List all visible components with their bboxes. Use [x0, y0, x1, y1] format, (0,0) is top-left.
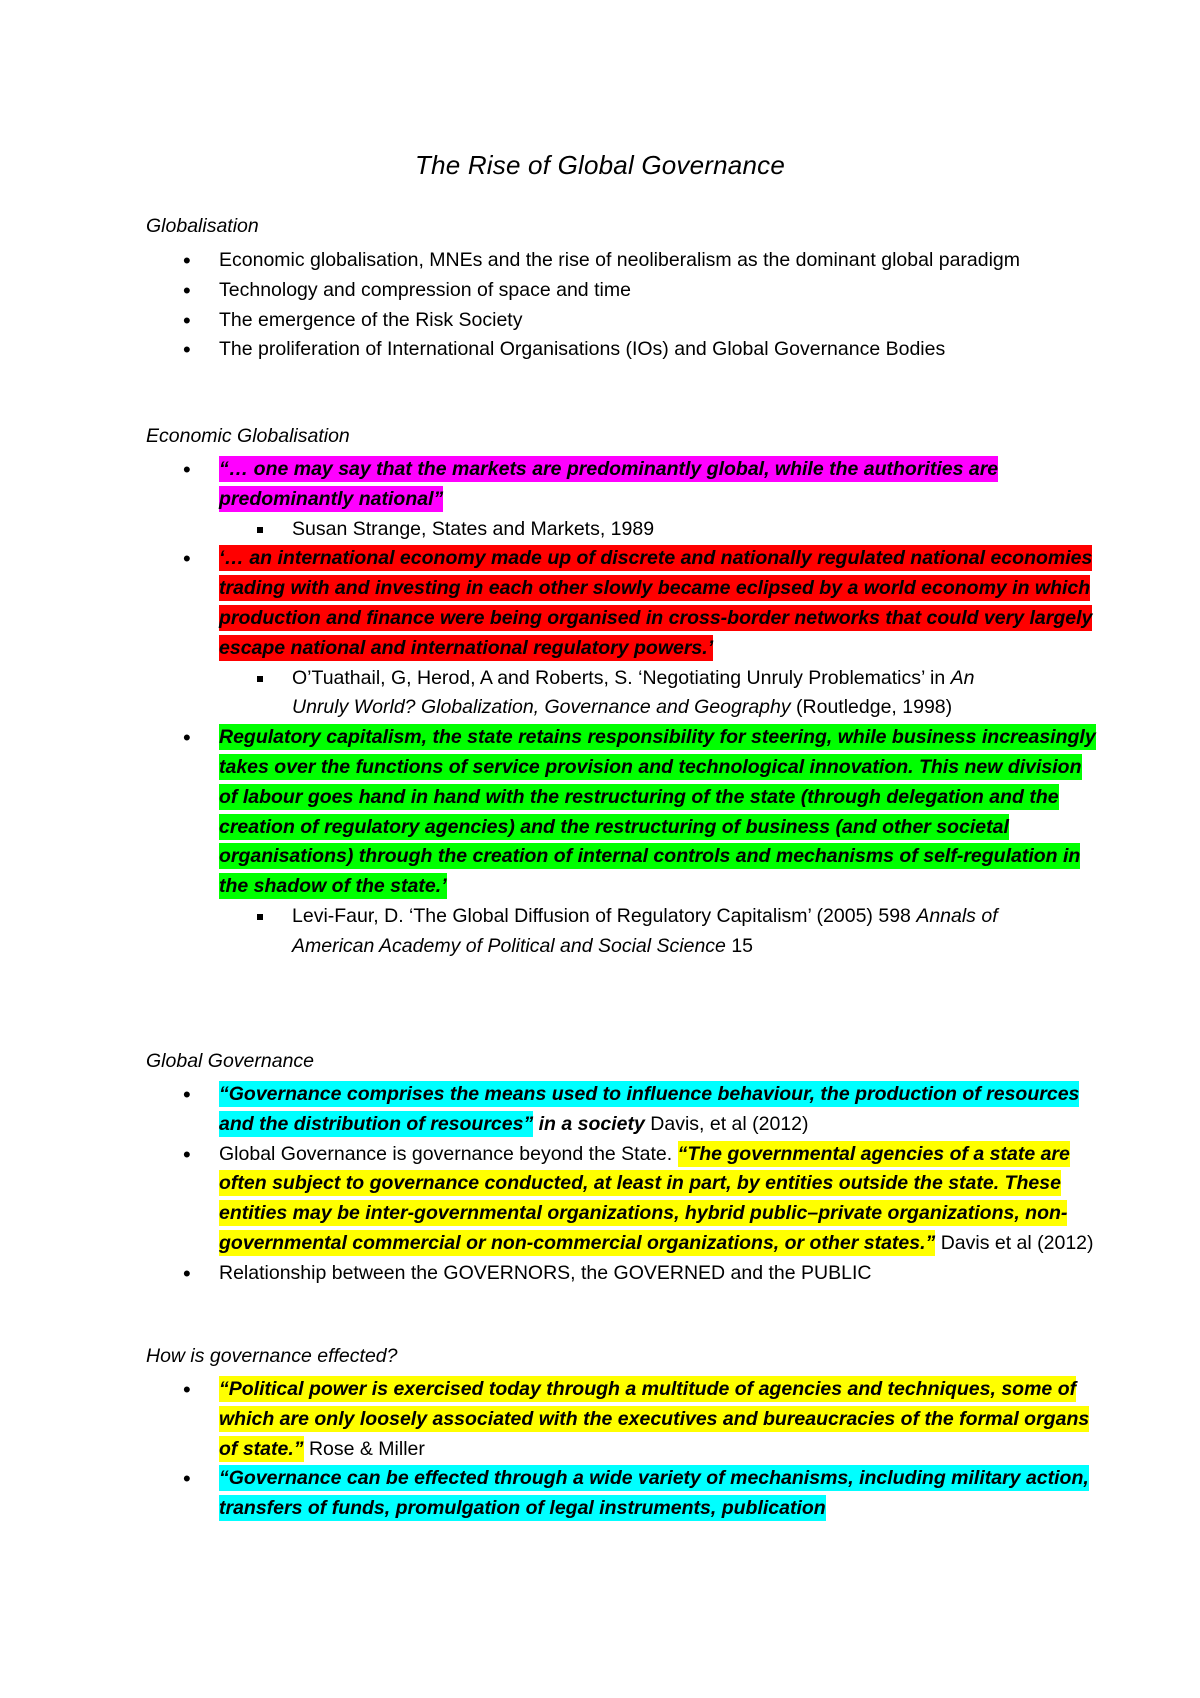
list-item [0, 455, 1099, 544]
citation: Susan Strange, States and Markets, 1989 [219, 515, 1032, 545]
global-governance-list [0, 1080, 1099, 1289]
globalisation-list [0, 246, 1099, 365]
list-item: • Economic globalisation, MNEs and the rise of neoliberalism as the dominant global paradigm [0, 246, 1099, 276]
list-item: • Global Governance is governance beyond the State. “The governmental agencies of a state are often subject to governance conducted, at least in part, by entities outside the state. These entities may be inter-governmental organizations, hybrid public–private organizations, non-governmental commercial or non-commercial organizations, or other states.” Davis et al (2012) [0, 1140, 1099, 1259]
list-item: • Technology and compression of space and time [0, 276, 1099, 306]
list-item: • The proliferation of International Organisations (IOs) and Global Governance Bodies [0, 335, 1099, 365]
list-item: • “Governance comprises the means used to influence behaviour, the production of resources and the distribution of resources” in a society Davis, et al (2012) [0, 1080, 1099, 1140]
heading-globalisation: Globalisation [146, 215, 259, 237]
citation: O’Tuathail, G, Herod, A and Roberts, S. ‘Negotiating Unruly Problematics’ in An Unruly World? Globalization, Governance and Geography (Routledge, 1998) [219, 664, 1032, 724]
page-title: The Rise of Global Governance [415, 150, 785, 180]
citation-list [219, 515, 1099, 545]
list-item [0, 544, 1099, 723]
highlighted-quote: “Political power is exercised today through a multitude of agencies and techniques, some of which are only loosely associated with the executives and bureaucracies of the formal organs of state.” [219, 1378, 1090, 1460]
highlighted-quote: Regulatory capitalism, the state retains responsibility for steering, while business increasingly takes over the functions of service provision and technological innovation. This new division of labour goes hand in hand with the restructuring of the state (through delegation and the creation of regulatory agencies) and the restructuring of business (and other societal organisations) through the creation of internal controls and mechanisms of self-regulation in the shadow of the state.’ [219, 726, 1096, 898]
highlighted-quote: “Governance can be effected through a wide variety of mechanisms, including military action, transfers of funds, promulgation of legal instruments, publication [219, 1467, 1089, 1520]
heading-how-governance-effected: How is governance effected? [146, 1345, 398, 1367]
highlighted-quote: ‘… an international economy made up of discrete and nationally regulated national economies trading with and investing in each other slowly became eclipsed by a world economy in which production and finance were being organised in cross-border networks that could very largely escape national and international regulatory powers.’ [219, 547, 1093, 659]
heading-economic-globalisation: Economic Globalisation [146, 425, 350, 447]
highlighted-quote: “The governmental agencies of a state are often subject to governance conducted, at least in part, by entities outside the state. These entities may be inter-governmental organizations, hybrid public–private organizations, non-governmental commercial or non-commercial organizations, or other states.” [219, 1142, 1070, 1254]
citation: Levi-Faur, D. ‘The Global Diffusion of Regulatory Capitalism’ (2005) 598 Annals of American Academy of Political and Social Science 15 [219, 902, 1032, 962]
highlighted-quote: “… one may say that the markets are predominantly global, while the authorities are predominantly national” [219, 458, 999, 510]
heading-global-governance: Global Governance [146, 1050, 315, 1072]
citation-list [219, 664, 1099, 724]
list-item: • “Political power is exercised today through a multitude of agencies and techniques, some of which are only loosely associated with the executives and bureaucracies of the formal organs of state.” Rose & Miller [0, 1375, 1099, 1464]
economic-list [0, 455, 1099, 962]
citation-list [219, 902, 1099, 962]
highlighted-quote: “Governance comprises the means used to influence behaviour, the production of resources and the distribution of resources” [219, 1083, 1080, 1135]
effected-list [0, 1375, 1099, 1524]
list-item: • The emergence of the Risk Society [0, 306, 1099, 336]
list-item [0, 723, 1099, 961]
list-item: • Relationship between the GOVERNORS, the GOVERNED and the PUBLIC [0, 1259, 1099, 1289]
list-item [0, 1464, 1099, 1524]
